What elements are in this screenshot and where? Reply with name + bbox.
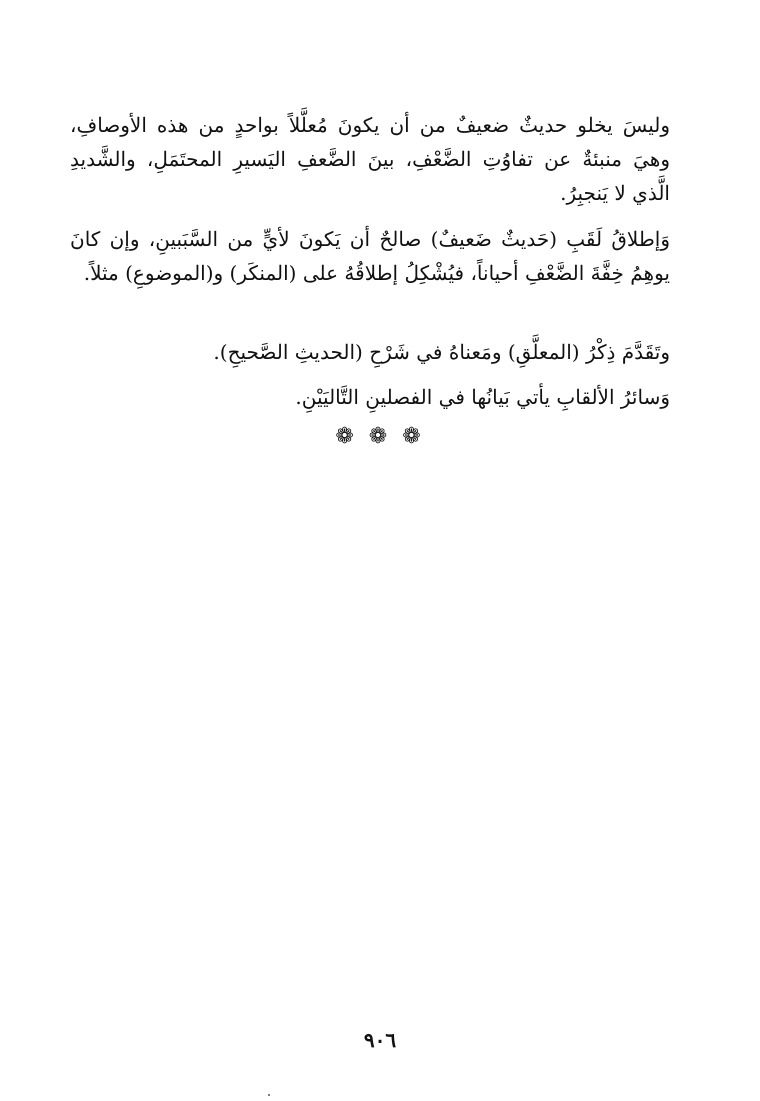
paragraph-3: وتَقَدَّمَ ذِكْرُ (المعلَّقِ) ومَعناهُ في شَرْحِ (الحديثِ الصَّحيحِ).: [213, 340, 670, 364]
paragraph-1: وليسَ يخلو حديثٌ ضعيفٌ من أن يكونَ مُعلَّلاً بواحدٍ من هذه الأوصافِ، وهيَ منبئةٌ عن تفاوُتِ الضَّعْفِ، بينَ الضَّعفِ اليَسيرِ المحتَمَلِ، والشَّديدِ الَّذي لا يَنجبِرُ.: [70, 113, 670, 205]
paragraph-4: وَسائرُ الألقابِ يأتي بَيانُها في الفصلينِ التَّاليَيْنِ.: [295, 385, 670, 409]
page-number: ٩٠٦: [363, 1028, 397, 1052]
paragraph-2-block: [70, 222, 670, 290]
paragraph-3-block: [70, 335, 670, 369]
stray-mark: [268, 1094, 270, 1096]
paragraph-4-block: [70, 380, 670, 414]
paragraph-2: وَإطلاقُ لَقَبِ (حَديثٌ ضَعيفٌ) صالحٌ أن يَكونَ لأيٍّ من السَّبَبينِ، وإن كانَ يوهِمُ خِفَّةَ الضَّعْفِ أحياناً، فيُشْكِلُ إطلاقُهُ على (المنكَر) و(الموضوعِ) مثلاً.: [70, 227, 670, 285]
paragraph-1-block: [70, 108, 670, 210]
section-divider-ornament: ❁ ❁ ❁: [335, 424, 425, 449]
